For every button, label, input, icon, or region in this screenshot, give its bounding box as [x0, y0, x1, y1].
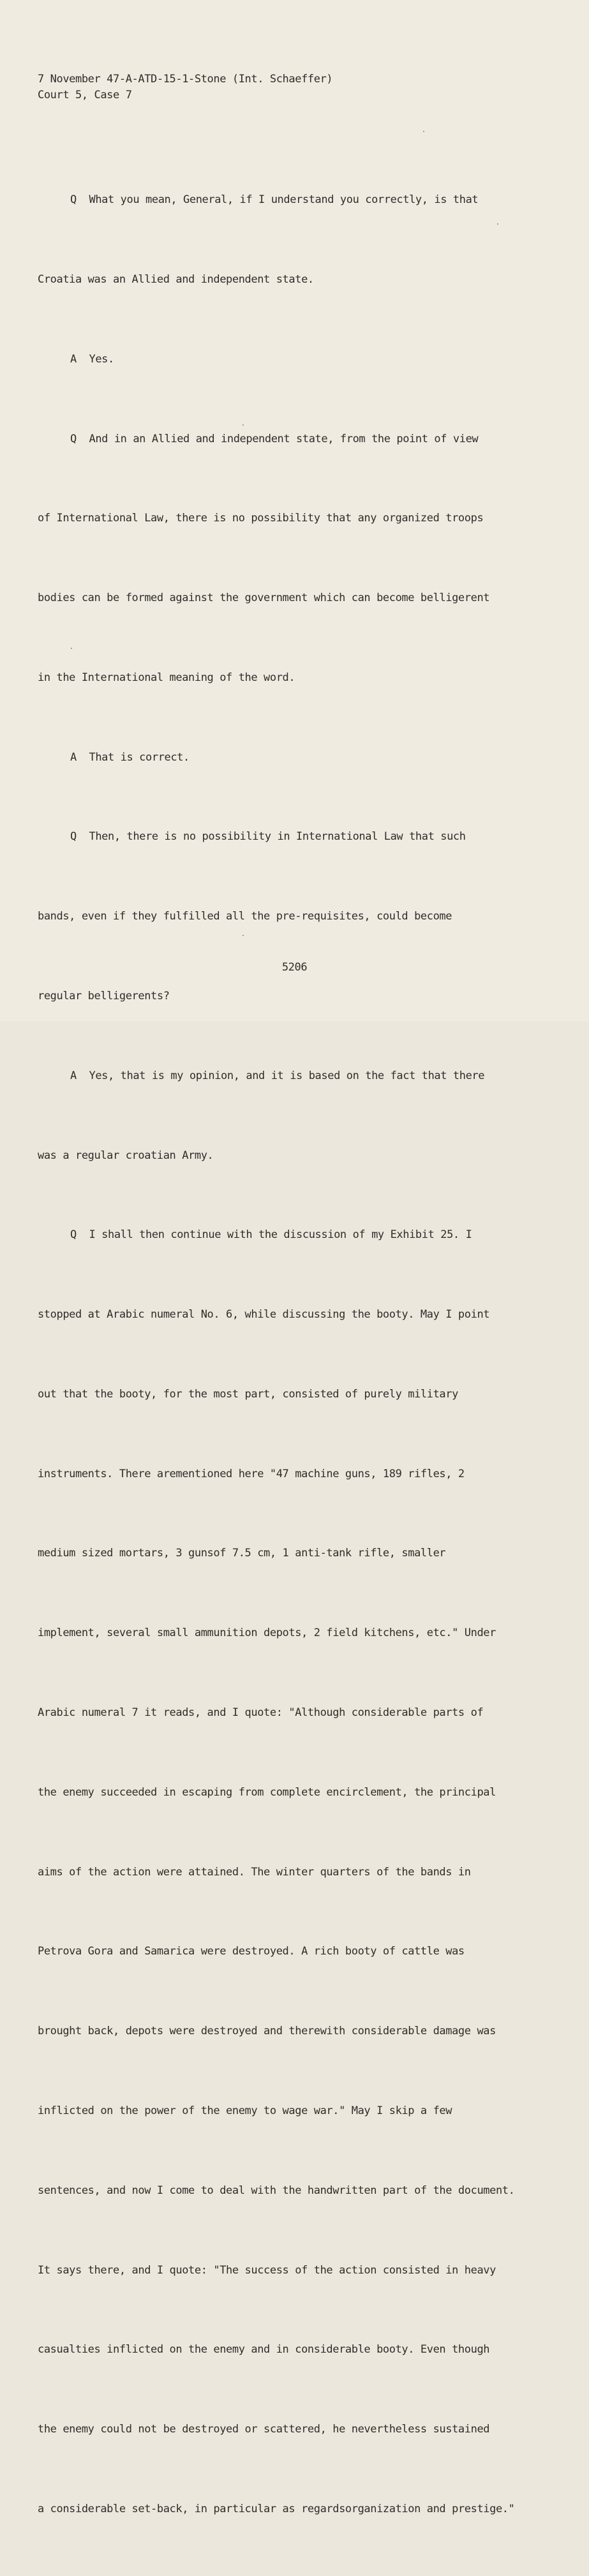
- transcript-line: stopped at Arabic numeral No. 6, while discussing the booty. May I point: [38, 1308, 490, 1322]
- paper-speck: [71, 648, 72, 649]
- transcript-line: in the International meaning of the word.: [38, 671, 295, 684]
- paper-speck: [242, 424, 244, 426]
- transcript-line: out that the booty, for the most part, consisted of purely military: [38, 1387, 458, 1401]
- paper-speck: [423, 131, 424, 132]
- transcript-line: inflicted on the power of the enemy to wage war." May I skip a few: [38, 2104, 452, 2117]
- transcript-line: implement, several small ammunition depots, 2 field kitchens, etc." Under: [38, 1627, 496, 1640]
- transcript-body: [38, 134, 542, 2576]
- transcript-line: Q Then, there is no possibility in International Law that such: [70, 830, 466, 844]
- transcript-line: the enemy could not be destroyed or scattered, he nevertheless sustained: [38, 2423, 490, 2436]
- document-header: [38, 71, 332, 103]
- transcript-line: It says there, and I quote: "The success of the action consisted in heavy: [38, 2263, 496, 2277]
- transcript-line: bands, even if they fulfilled all the pre-requisites, could become: [38, 910, 452, 923]
- transcript-line: instruments. There arementioned here "47 machine guns, 189 rifles, 2: [38, 1467, 465, 1480]
- transcript-line: Croatia was an Allied and independent state.: [38, 272, 314, 286]
- transcript-line: Q And in an Allied and independent state, from the point of view: [70, 432, 479, 445]
- transcript-line: brought back, depots were destroyed and therewith considerable damage was: [38, 2025, 496, 2038]
- header-line-2: Court 5, Case 7: [38, 89, 132, 101]
- transcript-line: casualties inflicted on the enemy and in considerable booty. Even though: [38, 2343, 490, 2356]
- transcript-line: sentences, and now I come to deal with the handwritten part of the document.: [38, 2184, 515, 2197]
- transcript-line: bodies can be formed against the government which can become belligerent: [38, 592, 490, 605]
- transcript-line: A That is correct.: [70, 750, 190, 764]
- transcript-line: Petrova Gora and Samarica were destroyed. A rich booty of cattle was: [38, 1945, 465, 1958]
- transcript-line: A Yes, that is my opinion, and it is based on the fact that there: [70, 1069, 485, 1082]
- paper-speck: [242, 935, 244, 936]
- transcript-line: aims of the action were attained. The winter quarters of the bands in: [38, 1865, 471, 1879]
- transcript-line: a considerable set-back, in particular as regardsorganization and prestige.": [38, 2502, 515, 2515]
- transcript-line: the enemy succeeded in escaping from complete encirclement, the principal: [38, 1785, 496, 1799]
- transcript-line: of International Law, there is no possibility that any organized troops: [38, 512, 484, 525]
- transcript-line: was a regular croatian Army.: [38, 1149, 214, 1162]
- page-number: 5206: [281, 961, 308, 974]
- transcript-line: Q What you mean, General, if I understand you correctly, is that: [70, 193, 479, 207]
- header-line-1: 7 November 47-A-ATD-15-1-Stone (Int. Schaeffer): [38, 73, 333, 86]
- transcript-line: medium sized mortars, 3 gunsof 7.5 cm, 1 anti-tank rifle, smaller: [38, 1547, 446, 1560]
- transcript-line: regular belligerents?: [38, 990, 170, 1002]
- paper-speck: [497, 223, 498, 225]
- transcript-line: A Yes.: [70, 352, 114, 366]
- transcript-line: Arabic numeral 7 it reads, and I quote: "Although considerable parts of: [38, 1706, 484, 1720]
- transcript-line: Q I shall then continue with the discussion of my Exhibit 25. I: [70, 1228, 472, 1242]
